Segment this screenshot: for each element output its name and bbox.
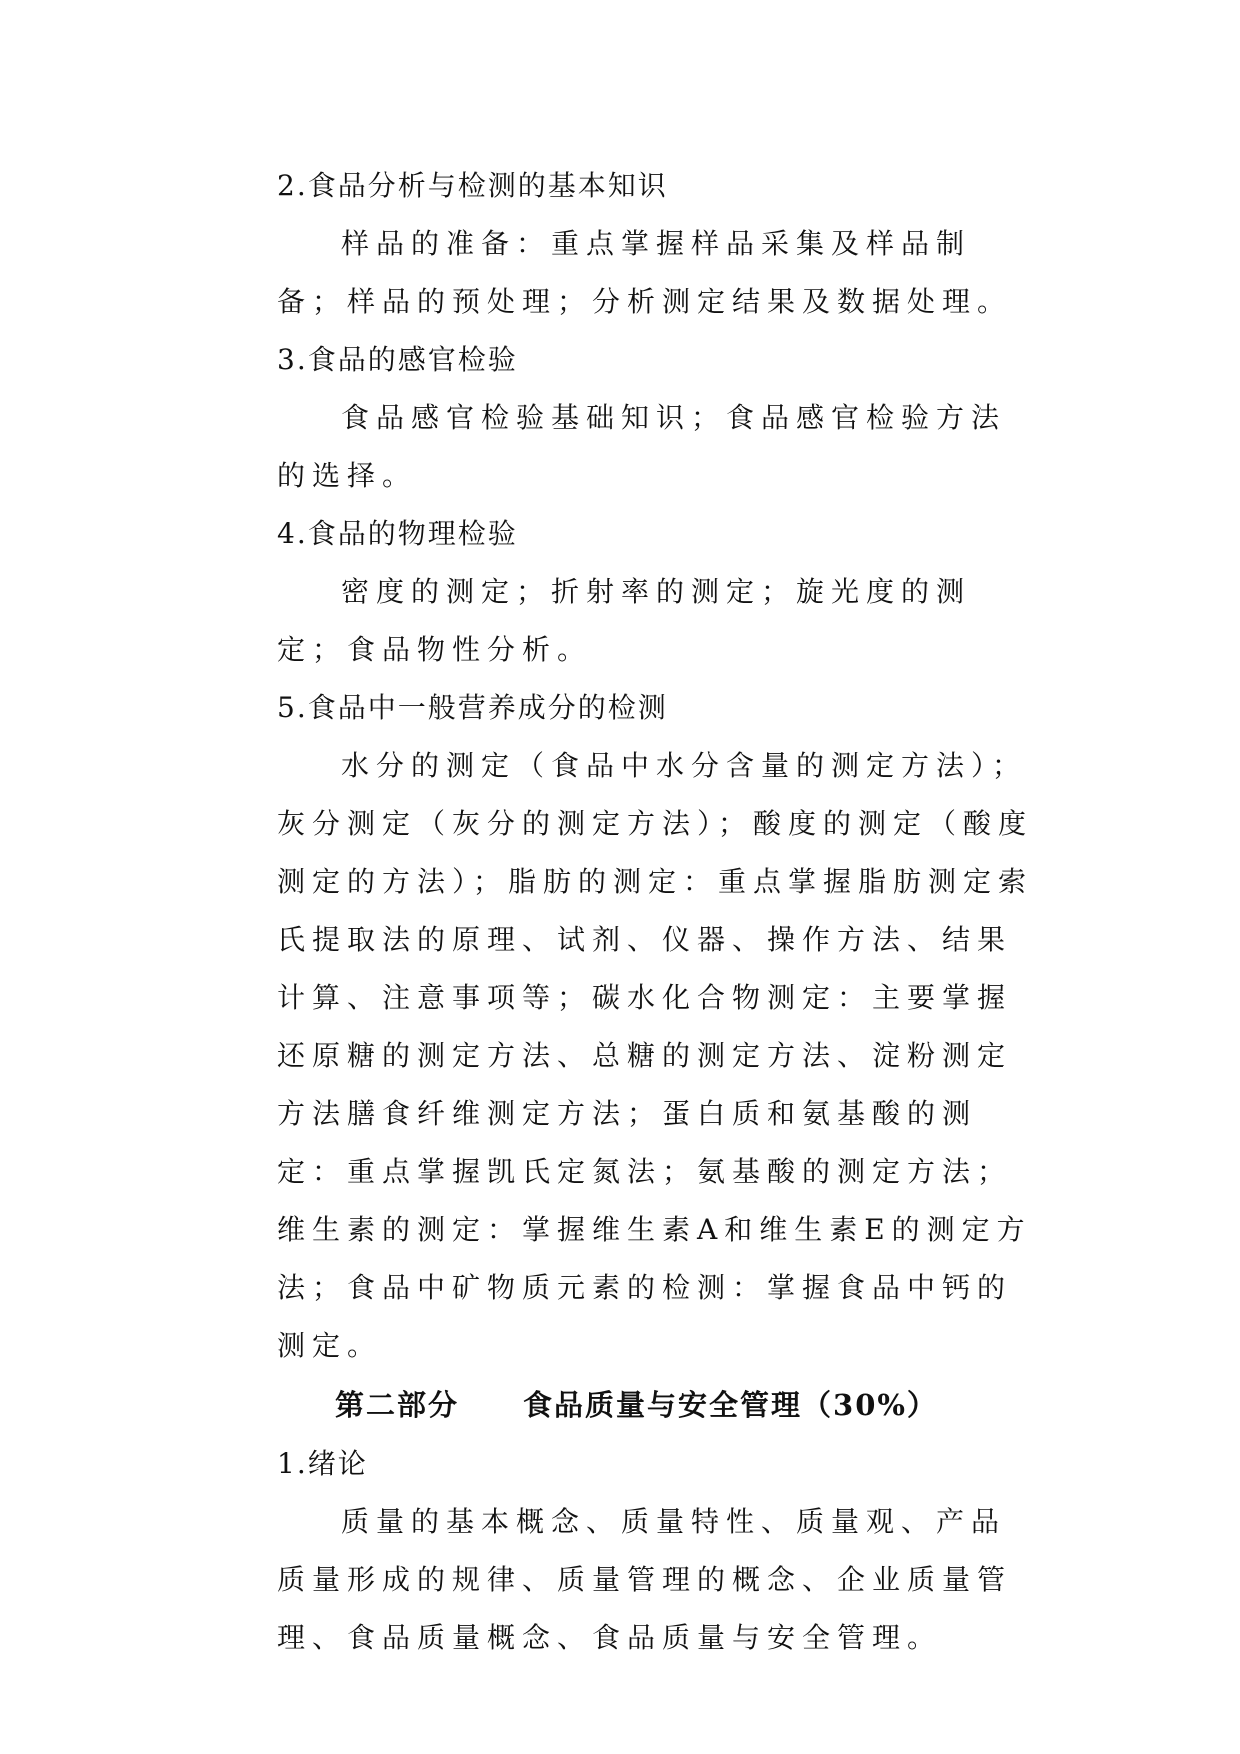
part-name: 食品质量与安全管理（30%） — [523, 1388, 938, 1422]
section-heading: 2.食品分析与检测的基本知识 — [277, 169, 668, 202]
section-heading: 5.食品中一般营养成分的检测 — [277, 691, 668, 724]
section-body: 密度的测定；折射率的测定；旋光度的测定；食品物性分析。 — [277, 575, 972, 666]
section-heading: 3.食品的感官检验 — [277, 343, 518, 376]
part-title — [277, 1375, 1037, 1435]
section-body: 质量的基本概念、质量特性、质量观、产品质量形成的规律、质量管理的概念、企业质量管理、食品质量概念、食品质量与安全管理。 — [277, 1505, 1013, 1654]
part-label: 第二部分 — [335, 1388, 460, 1422]
section-body: 水分的测定（食品中水分含量的测定方法）；灰分测定（灰分的测定方法）；酸度的测定（酸度测定的方法）；脂肪的测定：重点掌握脂肪测定索氏提取法的原理、试剂、仪器、操作方法、结果计算、注意事项等；碳水化合物测定：主要掌握还原糖的测定方法、总糖的测定方法、淀粉测定方法膳食纤维测定方法；蛋白质和氨基酸的测定：重点掌握凯氏定氮法；氨基酸的测定方法；维生素的测定：掌握维生素A和维生素E的测定方法；食品中矿物质元素的检测：掌握食品中钙的测定。 — [277, 749, 1034, 1362]
section-heading: 4.食品的物理检验 — [277, 517, 518, 550]
section-body: 食品感官检验基础知识；食品感官检验方法的选择。 — [277, 401, 1007, 492]
section-heading: 1.绪论 — [277, 1447, 368, 1480]
section-body: 样品的准备：重点掌握样品采集及样品制备；样品的预处理；分析测定结果及数据处理。 — [277, 227, 1013, 318]
document-content — [277, 157, 1037, 1667]
